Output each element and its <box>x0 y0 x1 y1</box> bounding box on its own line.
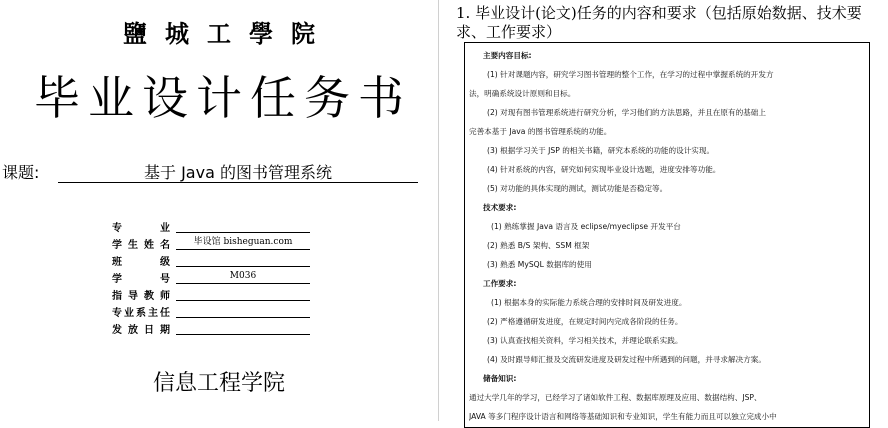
info-row <box>112 234 310 251</box>
document-title: 毕业设计任务书 <box>34 71 412 125</box>
task-line: 完善本基于 Java 的图书管理系统的功能。 <box>469 127 612 136</box>
task-line: (2) 对现有图书管理系统进行研究分析，学习他们的方法思路，并且在原有的基础上 <box>487 108 766 117</box>
college-name: 信息工程学院 <box>152 371 285 396</box>
topic-label: 课题: <box>2 163 40 182</box>
info-label: 发放日期 <box>112 325 170 336</box>
info-row <box>112 285 310 302</box>
task-line: (2) 熟悉 B/S 架构、SSM 框架 <box>487 241 590 250</box>
task-heading: 储备知识: <box>483 374 517 383</box>
task-content-box <box>464 42 870 428</box>
task-page <box>448 0 888 421</box>
page-divider <box>438 0 439 421</box>
task-line: (2) 严格遵循研发进度，在规定时间内完成各阶段的任务。 <box>487 317 683 326</box>
task-line: (3) 认真查找相关资料，学习相关技术，并理论联系实践。 <box>487 336 683 345</box>
task-line: 法，明确系统设计原则和目标。 <box>469 89 576 98</box>
section-title: 1. 毕业设计(论文)任务的内容和要求（包括原始数据、技术要求、工作要求） <box>456 4 862 41</box>
task-line: (1) 针对课题内容，研究学习图书管理的整个工作，在学习的过程中掌握系统的开发方 <box>487 70 774 79</box>
cover-page <box>0 0 438 421</box>
task-heading: 主要内容目标: <box>483 51 532 60</box>
info-label: 学生姓名 <box>112 240 170 251</box>
task-line: (1) 根据本身的实际能力系统合理的安排时间及研发进度。 <box>491 298 687 307</box>
task-line: (3) 熟悉 MySQL 数据库的使用 <box>487 260 592 269</box>
info-label: 班 级 <box>112 257 170 268</box>
info-row <box>112 217 310 234</box>
task-line: JAVA 等多门程序设计语言和网络等基础知识和专业知识，学生有能力而且可以独立完成小中 <box>469 412 777 421</box>
info-row <box>112 251 310 268</box>
info-value <box>176 251 310 267</box>
info-label: 专业系主任 <box>112 308 170 319</box>
info-value <box>176 319 310 335</box>
task-line: (1) 熟练掌握 Java 语言及 eclipse/myeclipse 开发平台 <box>491 222 681 231</box>
school-name: 鹽城工學院 <box>123 19 333 48</box>
student-info <box>112 217 310 336</box>
topic-value: 基于 Java 的图书管理系统 <box>58 160 418 183</box>
info-value: 毕设馆 bisheguan.com <box>176 234 310 250</box>
info-label: 专 业 <box>112 223 170 234</box>
task-lines <box>465 43 869 426</box>
info-row <box>112 268 310 285</box>
topic-row <box>2 160 432 184</box>
task-line: 通过大学几年的学习，已经学习了诸如软件工程、数据库原理及应用、数据结构、JSP、 <box>469 393 762 402</box>
info-row <box>112 319 310 336</box>
info-value <box>176 285 310 301</box>
task-line: (4) 及时跟导师汇报及交流研发进度及研发过程中所遇到的问题，并寻求解决方案。 <box>487 355 766 364</box>
task-line: (4) 针对系统的内容，研究如何实现毕业设计选题，进度安排等功能。 <box>487 165 721 174</box>
task-line: (3) 根据学习关于 JSP 的相关书籍，研究本系统的功能的设计实现。 <box>487 146 715 155</box>
task-line: (5) 对功能的具体实现的测试，测试功能是否稳定等。 <box>487 184 668 193</box>
info-value <box>176 217 310 233</box>
info-label: 学 号 <box>112 274 170 285</box>
info-label: 指导教师 <box>112 291 170 302</box>
info-value: M036 <box>176 268 310 284</box>
info-value <box>176 302 310 318</box>
task-heading: 工作要求: <box>483 279 517 288</box>
task-heading: 技术要求: <box>483 203 517 212</box>
info-row <box>112 302 310 319</box>
